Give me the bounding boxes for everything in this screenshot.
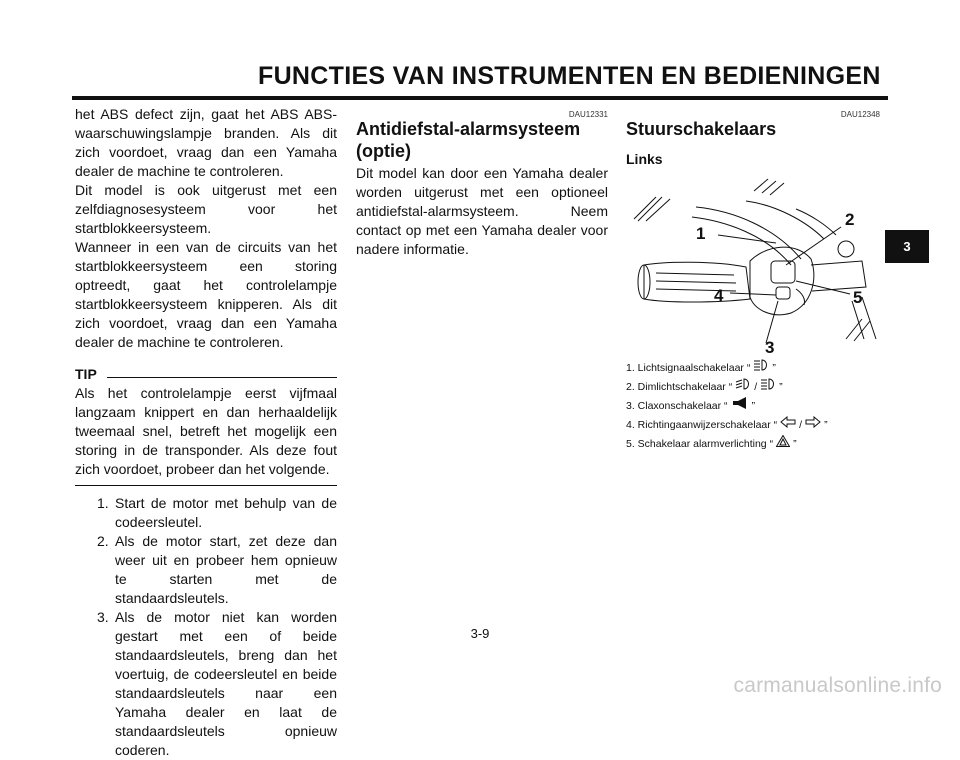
callout-5: 5 bbox=[853, 288, 863, 307]
paragraph-abs: het ABS defect zijn, gaat het ABS ABS-waarschuwingslampje branden. Als dit zich voordoet, vraag dan een Yamaha dealer de machine te controleren. bbox=[75, 106, 337, 179]
step-number: 1. bbox=[97, 495, 109, 511]
step-text: Als de motor start, zet deze dan weer uit en probeer hem opnieuw te starten met de standaardsleutels. bbox=[115, 533, 337, 606]
caption-item: 1. Lichtsignaalschakelaar “ ” bbox=[626, 359, 880, 378]
tip-end-rule bbox=[75, 485, 337, 486]
turn-right-icon bbox=[805, 416, 821, 435]
page-header-title: FUNCTIES VAN INSTRUMENTEN EN BEDIENINGEN bbox=[258, 62, 881, 90]
tip-heading bbox=[75, 365, 337, 384]
step-number: 3. bbox=[97, 609, 109, 625]
section-title-alarm: Antidiefstal-alarmsysteem (optie) bbox=[356, 119, 581, 161]
paragraph-alarm: Dit model kan door een Yamaha dealer worden uitgerust met een optioneel antidiefstal-alarmsysteem. Neem contact op met een Yamaha dealer voor nadere informatie. bbox=[356, 165, 608, 257]
section-title-handlebar-switches: Stuurschakelaars bbox=[626, 119, 777, 139]
handlebar-switch-illustration bbox=[626, 169, 880, 354]
column-middle bbox=[356, 105, 608, 259]
column-right bbox=[626, 105, 880, 454]
page-number: 3-9 bbox=[470, 626, 490, 641]
header-rule bbox=[72, 96, 888, 100]
high-beam-icon bbox=[760, 378, 776, 397]
caption-item: 2. Dimlichtschakelaar “ / ” bbox=[626, 378, 880, 397]
hazard-icon bbox=[776, 435, 790, 454]
list-item bbox=[75, 532, 337, 608]
list-item bbox=[75, 494, 337, 532]
step-number: 2. bbox=[97, 533, 109, 549]
horn-icon bbox=[731, 397, 749, 416]
callout-4: 4 bbox=[714, 286, 724, 305]
caption-item: 5. Schakelaar alarmverlichting “ ” bbox=[626, 435, 880, 454]
step-text: Als de motor niet kan worden gestart met een of beide standaardsleutels, breng dan het voertuig, de codeersleutel en beide standaardsleutels naar een Yamaha dealer en laat de standaardsleutels opnieuw coderen. bbox=[115, 609, 337, 758]
callout-1: 1 bbox=[696, 224, 706, 243]
callout-2: 2 bbox=[845, 210, 855, 229]
column-left bbox=[75, 105, 337, 760]
step-text: Start de motor met behulp van de codeersleutel. bbox=[115, 495, 337, 530]
tip-text: Als het controlelampje eerst vijfmaal langzaam knippert en dan herhaaldelijk tweemaal snel, betreft het mogelijk een storing in de transponder. Als deze fout zich voordoet, probeer dan het volgende. bbox=[75, 385, 337, 477]
high-beam-icon bbox=[753, 359, 769, 378]
subsection-title-left: Links bbox=[626, 151, 663, 167]
paragraph-self-diagnosis: Dit model is ook uitgerust met een zelfdiagnosesysteem voor het startblokkeersysteem. bbox=[75, 182, 337, 236]
tip-label: TIP bbox=[75, 366, 97, 382]
watermark: carmanualsonline.info bbox=[733, 674, 942, 697]
chapter-tab: 3 bbox=[885, 230, 929, 263]
paragraph-circuit-fault: Wanneer in een van de circuits van het startblokkeersysteem een storing optreedt, gaat het controlelampje startblokkeersysteem knipperen. Als dit zich voordoet, vraag dan een Yamaha dealer de machine te controleren. bbox=[75, 239, 337, 350]
low-beam-icon bbox=[735, 378, 751, 397]
tip-rule bbox=[107, 377, 337, 378]
section-code: DAU12331 bbox=[568, 110, 608, 119]
section-code: DAU12348 bbox=[840, 110, 880, 119]
caption-item: 3. Claxonschakelaar “ ” bbox=[626, 397, 880, 416]
caption-item: 4. Richtingaanwijzerschakelaar “ / ” bbox=[626, 416, 880, 435]
turn-left-icon bbox=[780, 416, 796, 435]
figure-captions bbox=[626, 359, 880, 454]
callout-3: 3 bbox=[765, 338, 775, 354]
